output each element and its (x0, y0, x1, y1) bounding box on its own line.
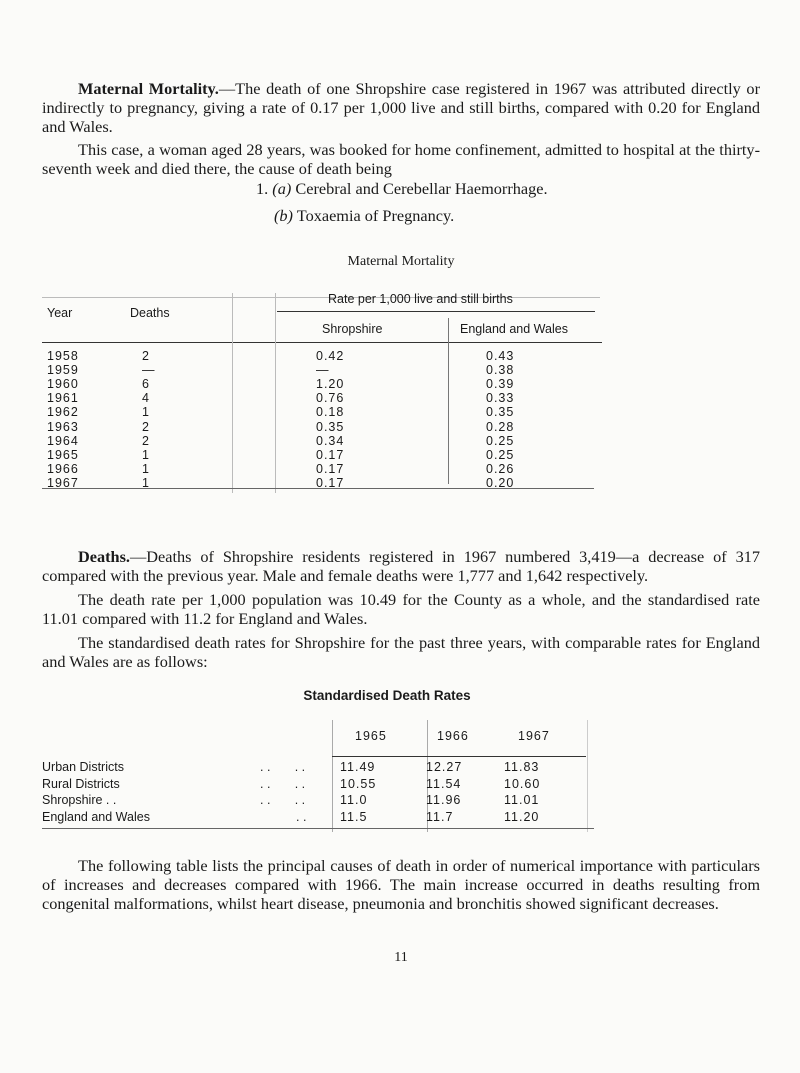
maternal-cell-year: 1959 (47, 363, 79, 378)
maternal-cell-year: 1958 (47, 349, 79, 363)
maternal-cell-year: 1966 (47, 461, 79, 476)
maternal-cell-shropshire: 0.17 (316, 447, 345, 462)
following-paragraph: The following table lists the principal causes of death in order of numerical importance with particulars of increases and decreases compared with 1966. The main increase occurred in deaths resulting from congenital malformations, whilst heart disease, pneumonia and bronchitis showed significant decreases. (42, 856, 760, 913)
deaths-text: —Deaths of Shropshire residents registered in 1967 numbered 3,419—a decrease of 317 compared with the previous year. Male and female deaths were 1,777 and 1,642 respectively. (42, 547, 760, 585)
std-table-title: Standardised Death Rates (303, 688, 471, 703)
maternal-cell-england: 0.38 (486, 363, 515, 378)
std-row-leader-dots: . . . . (260, 760, 306, 774)
maternal-cell-year: 1965 (47, 447, 79, 462)
case-paragraph: This case, a woman aged 28 years, was booked for home confinement, admitted to hospital at the thirty-seventh week and died there, the cause of death being (42, 140, 760, 178)
cause-a-text: Cerebral and Cerebellar Haemorrhage. (295, 179, 548, 198)
std-row-label: Shropshire . . (42, 793, 117, 807)
maternal-cell-year: 1967 (47, 475, 79, 490)
maternal-cell-england: 0.28 (486, 419, 515, 434)
std-row-label: Rural Districts (42, 776, 120, 791)
maternal-cell-england: 0.39 (486, 377, 515, 392)
std-cell-value: 11.96 (426, 793, 462, 807)
maternal-cell-deaths: 1 (142, 447, 150, 462)
cause-a-number: 1. (256, 179, 269, 198)
std-cell-value: 11.20 (504, 809, 540, 824)
maternal-cell-shropshire: 0.34 (316, 433, 345, 448)
cause-b-letter: (b) (274, 206, 293, 225)
maternal-cell-year: 1964 (47, 433, 79, 448)
std-year-1965: 1965 (355, 729, 387, 743)
standardised-paragraph: The standardised death rates for Shropshire for the past three years, with comparable rates for England and Wales are as follows: (42, 633, 760, 671)
std-year-1966: 1966 (437, 729, 469, 743)
maternal-cell-deaths: 1 (142, 405, 150, 420)
maternal-table-title: Maternal Mortality (347, 254, 455, 269)
maternal-cell-shropshire: 0.42 (316, 349, 345, 363)
maternal-cell-england: 0.25 (486, 447, 515, 462)
maternal-cell-england: 0.20 (486, 475, 515, 490)
std-row-leader-dots: . . . . (260, 776, 306, 791)
cause-b-text: Toxaemia of Pregnancy. (296, 206, 455, 225)
maternal-cell-deaths: 2 (142, 433, 150, 448)
maternal-cell-england: 0.26 (486, 461, 515, 476)
maternal-cell-england: 0.43 (486, 349, 515, 363)
maternal-cell-england: 0.25 (486, 433, 515, 448)
maternal-mortality-heading: Maternal Mortality. (78, 79, 219, 98)
maternal-cell-year: 1961 (47, 391, 79, 406)
std-row-leader-dots: . . (296, 809, 307, 824)
cause-a-letter: (a) (272, 179, 292, 198)
maternal-cell-shropshire: 0.17 (316, 461, 345, 476)
maternal-cell-shropshire: 0.76 (316, 391, 345, 406)
death-rate-paragraph: The death rate per 1,000 population was 10.49 for the County as a whole, and the standardised rate 11.01 compared with 11.2 for England and Wales. (42, 590, 760, 628)
maternal-cell-shropshire: 0.18 (316, 405, 345, 420)
std-cell-value: 10.55 (340, 776, 377, 791)
maternal-cell-deaths: 4 (142, 391, 150, 406)
std-cell-value: 11.49 (340, 760, 376, 774)
std-cell-value: 11.83 (504, 760, 540, 774)
std-row-label: England and Wales (42, 809, 150, 824)
header-shropshire: Shropshire (322, 322, 383, 336)
maternal-mortality-text: —The death of one Shropshire case registered in 1967 was attributed directly or indirectly to pregnancy, giving a rate of 0.17 per 1,000 live and still births, compared with 0.20 for England and Wales. (42, 79, 760, 136)
header-deaths: Deaths (130, 306, 170, 320)
deaths-heading: Deaths. (78, 547, 131, 566)
maternal-cell-england: 0.35 (486, 405, 515, 420)
maternal-cell-deaths: 2 (142, 349, 150, 363)
header-year: Year (47, 306, 73, 320)
maternal-cell-deaths: 6 (142, 377, 150, 392)
std-year-1967: 1967 (518, 729, 550, 743)
maternal-cell-shropshire: 1.20 (316, 377, 345, 392)
maternal-cell-deaths: — (142, 363, 156, 378)
maternal-cell-year: 1962 (47, 405, 79, 420)
maternal-cell-england: 0.33 (486, 391, 515, 406)
maternal-cell-deaths: 2 (142, 419, 150, 434)
std-cell-value: 11.7 (426, 809, 454, 824)
std-cell-value: 11.0 (340, 793, 368, 807)
std-row-label: Urban Districts (42, 760, 124, 774)
header-england: England and Wales (460, 322, 568, 336)
maternal-cell-deaths: 1 (142, 461, 150, 476)
std-cell-value: 12.27 (426, 760, 463, 774)
std-cell-value: 11.54 (426, 776, 462, 791)
maternal-cell-shropshire: 0.35 (316, 419, 345, 434)
maternal-cell-year: 1963 (47, 419, 79, 434)
maternal-cell-shropshire: — (316, 363, 330, 378)
maternal-cell-year: 1960 (47, 377, 79, 392)
page-number: 11 (394, 950, 408, 965)
std-cell-value: 10.60 (504, 776, 541, 791)
header-rate-group: Rate per 1,000 live and still births (328, 292, 513, 306)
std-row-leader-dots: . . . . (260, 793, 306, 807)
maternal-cell-deaths: 1 (142, 475, 150, 490)
maternal-cell-shropshire: 0.17 (316, 475, 345, 490)
std-cell-value: 11.5 (340, 809, 368, 824)
std-cell-value: 11.01 (504, 793, 540, 807)
